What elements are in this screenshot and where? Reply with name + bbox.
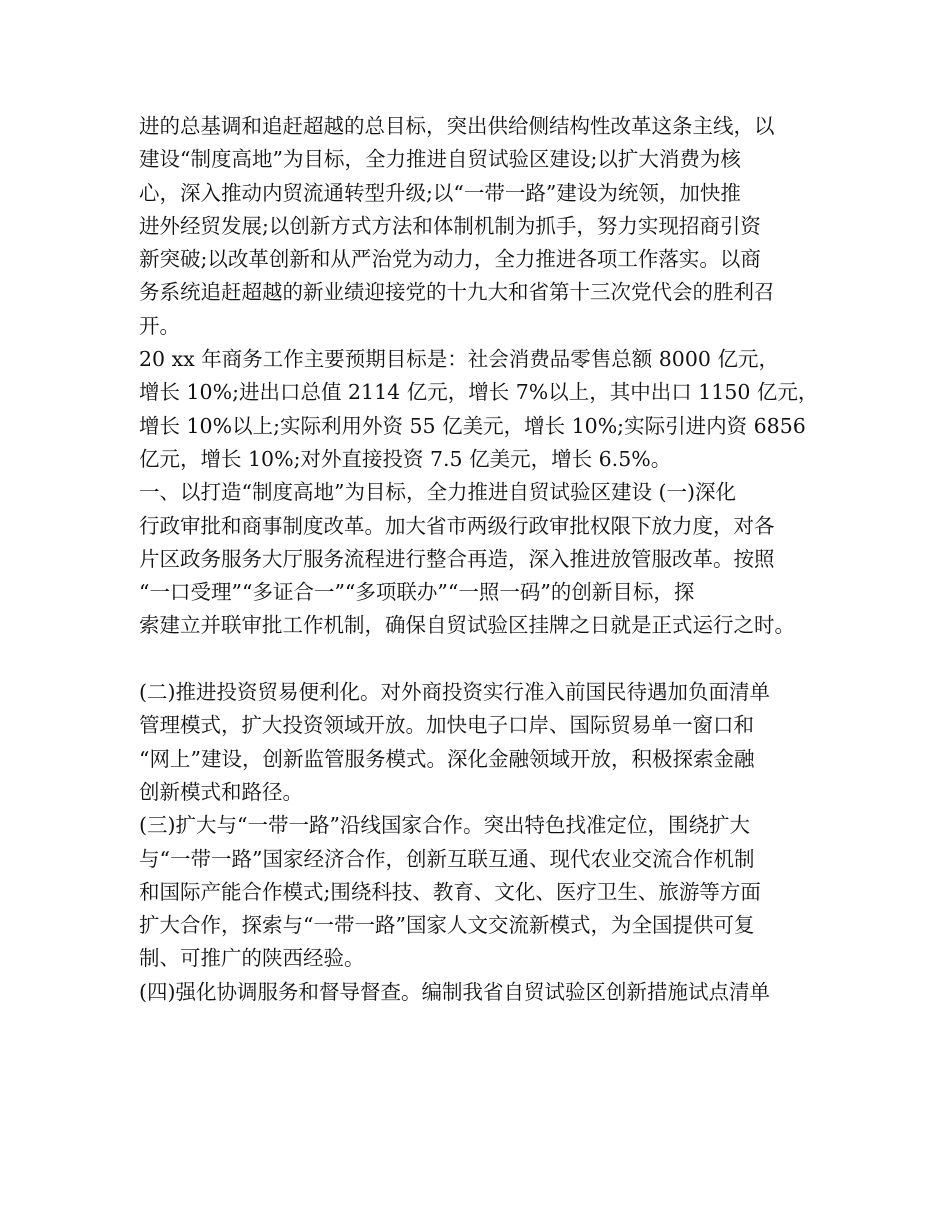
text-line: (四)强化协调服务和督导督查。编制我省自贸试验区创新措施试点清单 [139,979,770,1004]
text-line: 建设“制度高地”为目标，全力推进自贸试验区建设;以扩大消费为核 [139,147,741,172]
text-line: 制、可推广的陕西经验。 [139,946,365,971]
text-line: 务系统追赶超越的新业绩迎接党的十九大和省第十三次党代会的胜利召 [139,280,775,305]
text-line: 和国际产能合作模式;围绕科技、教育、文化、医疗卫生、旅游等方面 [139,879,761,904]
text-line: (二)推进投资贸易便利化。对外商投资实行准入前国民待遇加负面清单 [139,680,770,705]
text-line: 行政审批和商事制度改革。加大省市两级行政审批权限下放力度，对各 [139,513,775,538]
text-line: “网上”建设，创新监管服务模式。深化金融领域开放，积极探索金融 [139,746,755,771]
text-line: 亿元，增长 10%;对外直接投资 7.5 亿美元，增长 6.5%。 [139,446,672,471]
text-line: 20 xx 年商务工作主要预期目标是：社会消费品零售总额 8000 亿元， [139,347,779,372]
text-line: 开。 [139,313,180,338]
text-line: (三)扩大与“一带一路”沿线国家合作。突出特色找准定位，围绕扩大 [139,813,750,838]
text-line: 索建立并联审批工作机制，确保自贸试验区挂牌之日就是正式运行之时。 [139,613,795,638]
text-line: 新突破;以改革创新和从严治党为动力，全力推进各项工作落实。以商 [139,247,761,272]
text-line: 创新模式和路径。 [139,779,303,804]
paragraph-gap [139,643,829,676]
text-line: 增长 10%以上;实际利用外资 55 亿美元，增长 10%;实际引进内资 6856 [139,413,806,438]
document-body [139,110,829,1009]
text-line: 进外经贸发展;以创新方式方法和体制机制为抓手，努力实现招商引资 [139,213,761,238]
text-line: 管理模式，扩大投资领域开放。加快电子口岸、国际贸易单一窗口和 [139,713,754,738]
text-line: 进的总基调和追赶超越的总目标，突出供给侧结构性改革这条主线，以 [139,114,775,138]
text-line: 与“一带一路”国家经济合作，创新互联互通、现代农业交流合作机制 [139,846,755,871]
text-line: 增长 10%;进出口总值 2114 亿元，增长 7%以上，其中出口 1150 亿元， [139,380,819,405]
text-line: 片区政务服务大厅服务流程进行整合再造，深入推进放管服改革。按照 [139,546,775,571]
text-line: 心，深入推动内贸流通转型升级;以“一带一路”建设为统领，加快推 [139,180,741,205]
text-line: 扩大合作，探索与“一带一路”国家人文交流新模式，为全国提供可复 [139,913,755,938]
text-line: “一口受理”“多证合一”“多项联办”“一照一码”的创新目标，探 [139,580,695,605]
text-line: 一、以打造“制度高地”为目标，全力推进自贸试验区建设 (一)深化 [139,480,736,505]
